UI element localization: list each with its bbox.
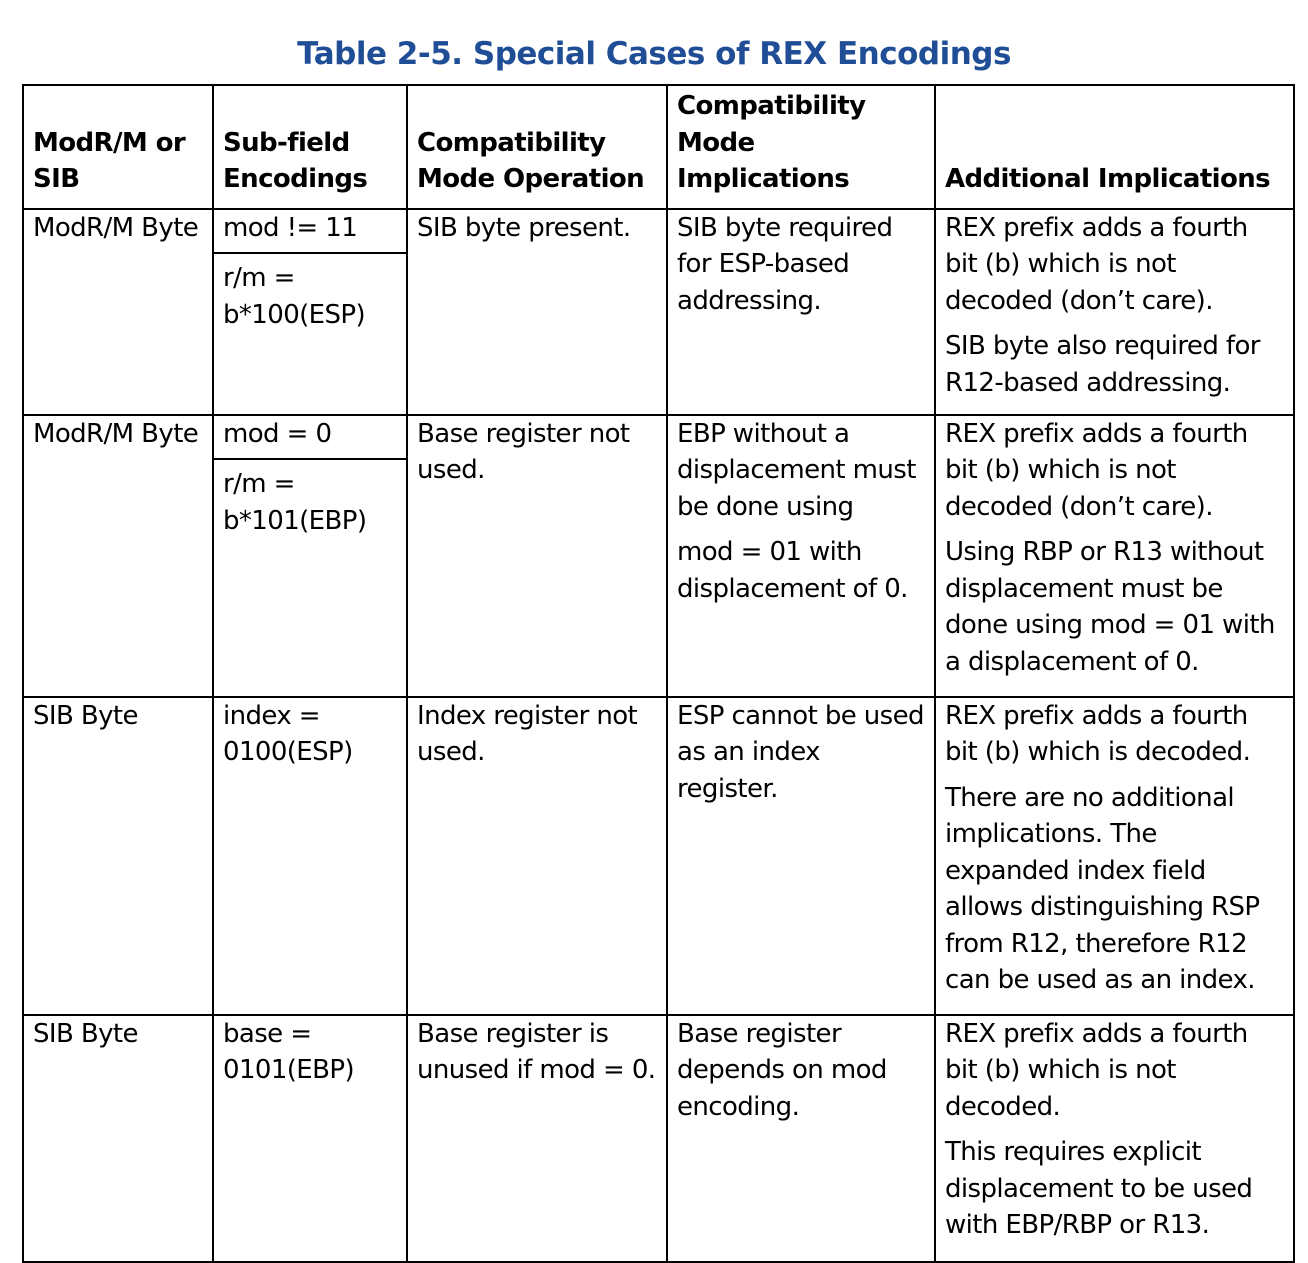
additional-para: REX prefix adds a fourth bit (b) which is decoded. [945, 700, 1251, 767]
cell-subfield [213, 415, 407, 697]
cell-subfield: base = 0101(EBP) [213, 1015, 407, 1262]
additional-para: This requires explicit displacement to be used with EBP/RBP or R13. [945, 1137, 1253, 1240]
additional-para: REX prefix adds a fourth bit (b) which is not decoded. [945, 1018, 1248, 1122]
subfield-mod: mod = 0 [214, 416, 406, 461]
subfield-rm: r/m = b*100(ESP) [223, 263, 366, 330]
subfield-rm: r/m = b*101(EBP) [223, 469, 367, 536]
cell-additional [935, 415, 1294, 697]
header-subfield-encodings: Sub-field Encodings [213, 85, 407, 209]
implications-para: mod = 01 with displacement of 0. [677, 537, 908, 604]
cell-subfield: index = 0100(ESP) [213, 697, 407, 1015]
rex-encodings-table [22, 84, 1295, 1263]
implications-para: Base register depends on mod encoding. [677, 1018, 887, 1122]
cell-implications [667, 209, 935, 415]
table-row [23, 415, 1294, 697]
header-compat-mode-implications: Compatibility Mode Implications [667, 85, 935, 209]
cell-implications [667, 415, 935, 697]
table-row [23, 209, 1294, 415]
cell-implications [667, 697, 935, 1015]
implications-para: SIB byte required for ESP-based addressing. [677, 212, 893, 316]
cell-operation: Base register is unused if mod = 0. [407, 1015, 667, 1262]
cell-additional [935, 209, 1294, 415]
table-title: Table 2-5. Special Cases of REX Encodings [297, 36, 1011, 72]
table-row [23, 697, 1294, 1015]
header-modrm-or-sib: ModR/M or SIB [23, 85, 213, 209]
cell-subfield [213, 209, 407, 415]
cell-field: ModR/M Byte [23, 209, 213, 415]
additional-para: There are no additional implications. The expanded index field allows distinguishing RSP from R12, therefore R12 can be used as an index. [945, 782, 1260, 995]
header-additional-implications: Additional Implications [935, 85, 1294, 209]
cell-operation: Index register not used. [407, 697, 667, 1015]
table-row [23, 1015, 1294, 1262]
subfield-mod: mod != 11 [214, 210, 406, 255]
cell-additional [935, 1015, 1294, 1262]
table-header-row [23, 85, 1294, 209]
additional-para: REX prefix adds a fourth bit (b) which is not decoded (don’t care). [945, 212, 1248, 316]
cell-field: ModR/M Byte [23, 415, 213, 697]
additional-para: REX prefix adds a fourth bit (b) which is not decoded (don’t care). [945, 418, 1248, 522]
cell-field: SIB Byte [23, 697, 213, 1015]
additional-para: SIB byte also required for R12-based addressing. [945, 331, 1260, 398]
cell-additional [935, 697, 1294, 1015]
cell-field: SIB Byte [23, 1015, 213, 1262]
additional-para: Using RBP or R13 without displacement must be done using mod = 01 with a displacement of 0. [945, 537, 1275, 677]
cell-operation: SIB byte present. [407, 209, 667, 415]
implications-para: ESP cannot be used as an index register. [677, 700, 924, 804]
cell-implications [667, 1015, 935, 1262]
header-compat-mode-operation: Compatibility Mode Operation [407, 85, 667, 209]
cell-operation: Base register not used. [407, 415, 667, 697]
implications-para: EBP without a displacement must be done using [677, 418, 916, 522]
